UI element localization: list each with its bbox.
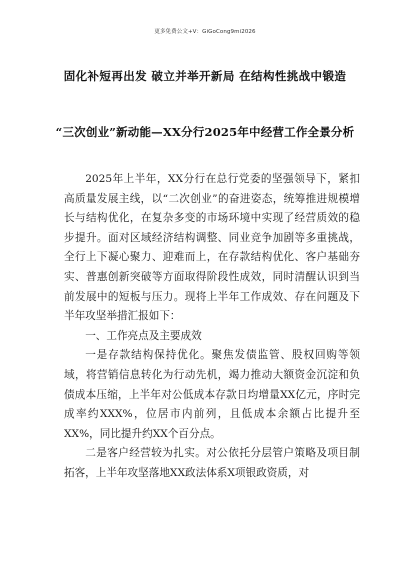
body-paragraph: 一是存款结构保持优化。聚焦发债监管、股权回购等领域，将营销信息转化为行动先机，竭力推动大额资金沉淀和负债成本压缩，上半年对公低成本存款日均增量XX亿元，序时完成率约XXX%，位居市内前列，且低成本余额占比提升至XX%，同比提升约XX个百分点。 (64, 349, 360, 440)
document-body (64, 170, 360, 484)
body-paragraph: 2025年上半年，XX分行在总行党委的坚强领导下，紧扣高质量发展主线，以“二次创业”的奋进姿态，统筹推进规模增长与结构优化，在复杂多变的市场环境中实现了经营质效的稳步提升。面对区域经济结构调整、同业竞争加剧等多重挑战，全行上下凝心聚力、迎难而上，在存款结构优化、客户基础夯实、普惠创新突破等方面取得阶段性成效，同时清醒认识到当前发展中的短板与压力。现将上半年工作成效、存在问题及下半年攻坚举措汇报如下： (64, 173, 360, 323)
header-note: 更多免费公文+V：GiGoCong9mi2026 (154, 29, 256, 35)
body-paragraph: 二是客户经营较为扎实。对公依托分层管户策略及项目制拓客，上半年攻坚落地XX政法体系X项银政资质，对 (64, 447, 360, 479)
document-subtitle: “三次创业”新动能—XX分行2025年中经营工作全景分析 (55, 125, 355, 139)
section-heading: 一、工作亮点及主要成效 (85, 329, 202, 342)
document-title: 固化补短再出发 破立并举开新局 在结构性挑战中锻造 (63, 69, 347, 83)
